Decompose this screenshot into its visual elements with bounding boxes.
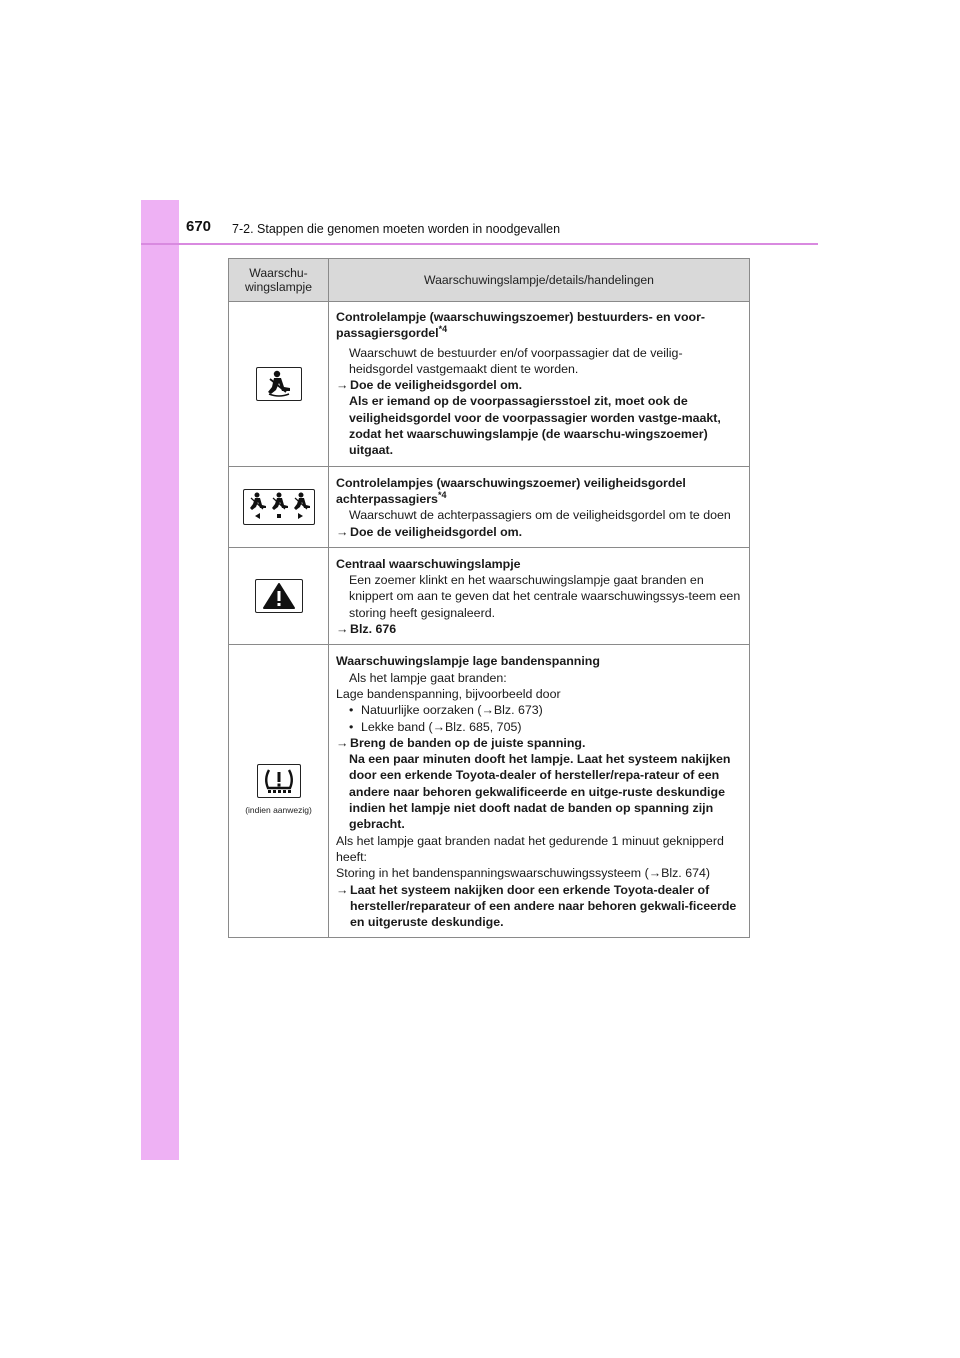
row-description: Een zoemer klinkt en het waarschuwingslampje gaat branden en knippert om aan te geven dat het centrale waarschuwingssys-teem een storing heeft gesignaleerd. [349, 573, 741, 620]
row-text: Als het lampje gaat branden nadat het gedurende 1 minuut geknipperd heeft: [336, 833, 724, 864]
side-margin-band [141, 200, 179, 1160]
action-detail: Als er iemand op de voorpassagiersstoel zit, moet ook de veiligheidsgordel voor de voorpassagier worden vastge-maakt, zodat het waarschuwingslampje (de waarschu-wingszoemer) uitgaat. [349, 394, 721, 458]
row-text: Als het lampje gaat branden: [349, 670, 507, 685]
icon-cell [229, 645, 329, 938]
arrow-icon: → [336, 735, 349, 750]
icon-cell [229, 547, 329, 644]
row-title-text: Controlelampje (waarschuwingszoemer) bestuurders- en voor-passagiersgordel [336, 310, 706, 341]
list-item [336, 702, 743, 718]
row-description: Waarschuwt de achterpassagiers om de veiligheidsgordel om te doen [349, 508, 731, 523]
footnote-ref: *4 [437, 489, 447, 500]
warning-lights-table [228, 258, 750, 938]
footnote-ref: *4 [438, 324, 448, 335]
row-title [336, 475, 743, 508]
action-text: Laat het systeem nakijken door een erkende Toyota-dealer of hersteller/reparateur of een andere naar behoren gekwali-ficeerde en uitgeruste deskundige. [350, 882, 737, 930]
action-text: Breng de banden op de juiste spanning. [350, 735, 586, 750]
row-title: Centraal waarschuwingslampje [336, 556, 521, 571]
description-cell [329, 547, 750, 644]
row-title-text: Controlelampjes (waarschuwingszoemer) veiligheidsgordel achterpassagiers [336, 475, 686, 506]
action-line [336, 882, 743, 931]
icon-cell [229, 302, 329, 467]
table-row [229, 645, 750, 938]
arrow-icon: → [336, 622, 349, 637]
table-row [229, 302, 750, 467]
action-line [336, 735, 743, 751]
description-cell [329, 466, 750, 547]
action-line [336, 621, 743, 637]
bullet-icon: • [349, 719, 354, 734]
description-cell [329, 645, 750, 938]
row-description: Waarschuwt de bestuurder en/of voorpassagier dat de veilig-heidsgordel vastgemaakt dient te worden. [349, 345, 683, 376]
action-text: Doe de veiligheidsgordel om. [350, 378, 523, 393]
arrow-icon: → [336, 882, 349, 897]
list-item [336, 719, 743, 735]
action-detail: Na een paar minuten dooft het lampje. Laat het systeem nakijken door een erkende Toyota-dealer of hersteller/repa-rateur of een andere naar behoren gekwalificeerde en uitge-ruste deskundige indien het lampje niet dooft nadat de banden op spanning zijn gebracht. [349, 752, 731, 832]
table-row [229, 547, 750, 644]
header-divider [141, 243, 818, 245]
icon-note: (indien aanwezig) [245, 805, 312, 816]
row-title: Waarschuwingslampje lage bandenspanning [336, 654, 600, 669]
row-text: Lage bandenspanning, bijvoorbeeld door [336, 686, 561, 701]
bullet-icon: • [349, 703, 354, 718]
list-item-text: Lekke band (→Blz. 685, 705) [361, 719, 522, 734]
master-warning-icon [255, 579, 303, 613]
tire-pressure-warning-icon [257, 764, 301, 798]
rear-seatbelt-warning-icon [243, 489, 315, 525]
row-title [336, 309, 743, 342]
page-number: 670 [186, 218, 212, 235]
action-text: Blz. 676 [350, 622, 397, 637]
row-text: Storing in het bandenspanningswaarschuwingssysteem (→Blz. 674) [336, 866, 710, 881]
column-header-details: Waarschuwingslampje/details/handelingen [329, 259, 750, 302]
action-line [336, 524, 743, 540]
table-row [229, 466, 750, 547]
icon-cell [229, 466, 329, 547]
list-item-text: Natuurlijke oorzaken (→Blz. 673) [361, 703, 543, 718]
arrow-icon: → [336, 378, 349, 393]
column-header-light: Waarschu- wingslampje [229, 259, 329, 302]
seatbelt-warning-icon [256, 367, 302, 401]
action-line [336, 377, 743, 393]
description-cell [329, 302, 750, 467]
action-text: Doe de veiligheidsgordel om. [350, 524, 523, 539]
section-title: 7-2. Stappen die genomen moeten worden in noodgevallen [232, 222, 561, 236]
table-header-row [229, 259, 750, 302]
arrow-icon: → [336, 524, 349, 539]
